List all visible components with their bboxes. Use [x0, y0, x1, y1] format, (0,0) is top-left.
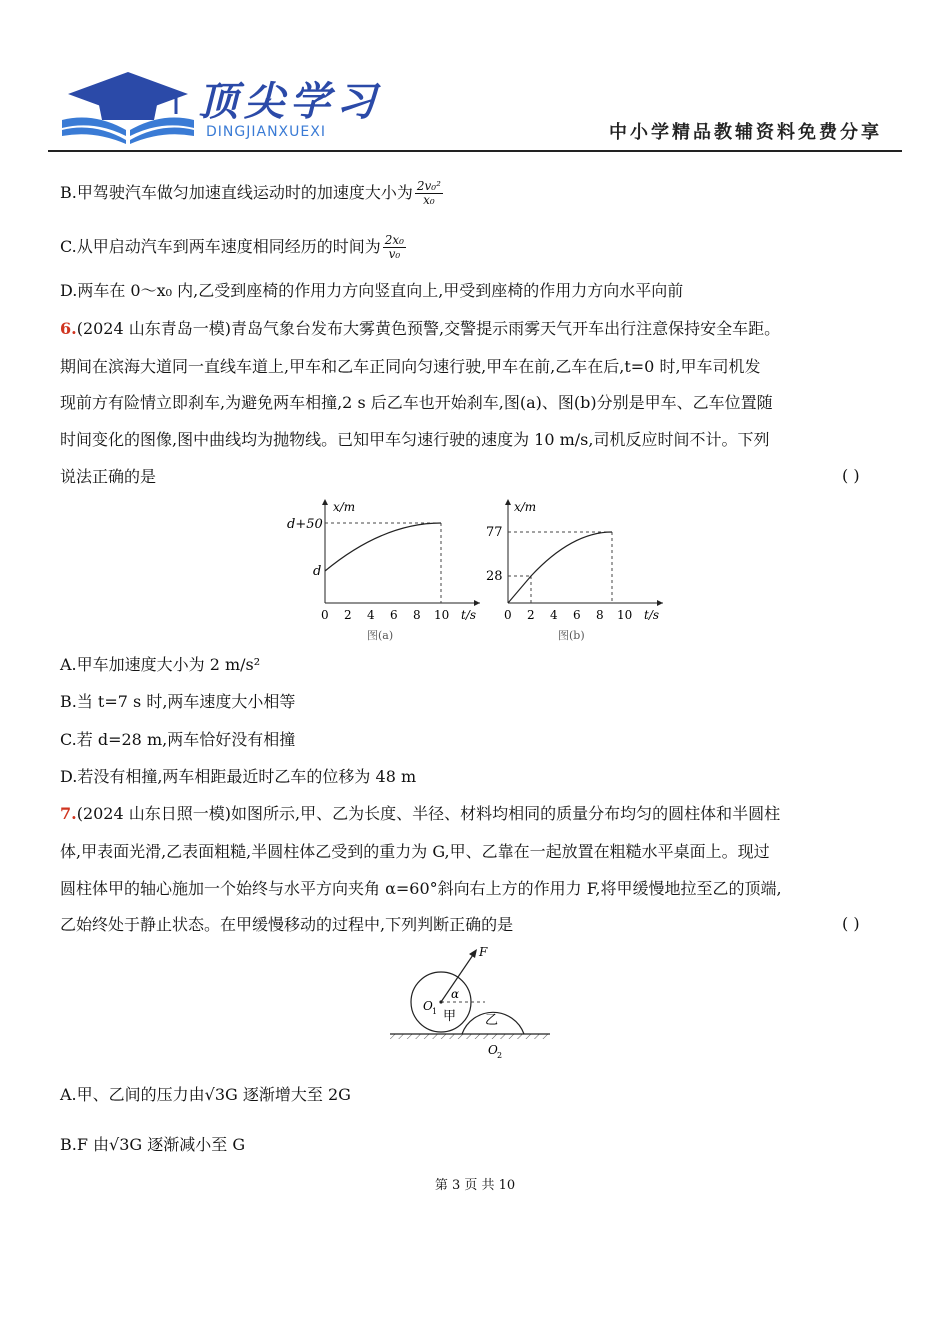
y-axis-label: x/m: [514, 500, 537, 514]
q7-option-a: A.甲、乙间的压力由√3G 逐渐增大至 2G: [60, 1085, 351, 1104]
cylinder-figure: [385, 942, 565, 1067]
x-tick-2: 2: [527, 608, 535, 622]
chart-a: [285, 495, 485, 645]
q7-line3: 圆柱体甲的轴心施加一个始终与水平方向夹角 α=60°斜向右上方的作用力 F,将甲缓慢地拉至乙的顶端,: [60, 879, 782, 898]
q6-line4: 时间变化的图像,图中曲线均为抛物线。已知甲车匀速行驶的速度为 10 m/s,司机反应时间不计。下列: [60, 430, 770, 449]
q7-line4: 乙始终处于静止状态。在甲缓慢移动的过程中,下列判断正确的是: [60, 915, 514, 934]
fraction-denominator: v₀: [388, 247, 401, 261]
x-tick-10: 10: [617, 608, 633, 622]
header-divider: [48, 150, 902, 152]
table-surface: [390, 1034, 550, 1039]
q7-line1: [60, 803, 780, 825]
yi-label: 乙: [485, 1013, 499, 1028]
y-tick-d50: d+50: [287, 517, 323, 532]
option-text: C.从甲启动汽车到两车速度相同经历的时间为: [60, 237, 381, 256]
o1-subscript: 1: [432, 1007, 438, 1016]
y-axis-label: x/m: [333, 500, 356, 514]
chart-b-caption: 图(b): [558, 629, 585, 642]
y-tick-d: d: [313, 564, 322, 579]
question-number: 6.: [60, 319, 77, 338]
chart-b: [478, 495, 678, 645]
x-tick-8: 8: [413, 608, 421, 622]
x-tick-2: 2: [344, 608, 352, 622]
q6-option-d: D.若没有相撞,两车相距最近时乙车的位移为 48 m: [60, 767, 417, 786]
q7-option-b: B.F 由√3G 逐渐减小至 G: [60, 1135, 246, 1154]
option-text: B.甲驾驶汽车做匀加速直线运动时的加速度大小为: [60, 183, 413, 202]
x-tick-0: 0: [321, 608, 329, 622]
chart-a-caption: 图(a): [367, 629, 394, 642]
option-c-prev: [60, 234, 406, 261]
o2-subscript: 2: [497, 1051, 503, 1060]
logo-subtitle: DINGJIANXUEXI: [206, 124, 326, 140]
answer-blank: ( ): [842, 914, 860, 933]
fraction-denominator: x₀: [423, 193, 435, 207]
fraction-numerator: 2x₀: [384, 233, 404, 247]
curve-b: [508, 532, 612, 603]
question-text: (2024 山东日照一模)如图所示,甲、乙为长度、半径、材料均相同的质量分布均匀的圆柱体和半圆柱: [76, 804, 781, 823]
x-axis-label: t/s: [461, 608, 477, 622]
page-header: [48, 56, 902, 152]
x-tick-10: 10: [434, 608, 450, 622]
logo-title: 顶尖学习: [198, 79, 382, 125]
o2-label: O: [488, 1043, 498, 1057]
jia-label: 甲: [443, 1009, 457, 1024]
question-number: 7.: [60, 804, 77, 823]
question-text: (2024 山东青岛一模)青岛气象台发布大雾黄色预警,交警提示雨雾天气开车出行注意保持安全车距。: [76, 319, 781, 338]
q6-option-a: A.甲车加速度大小为 2 m/s²: [60, 655, 261, 674]
fraction: [415, 180, 443, 207]
x-tick-4: 4: [550, 608, 558, 622]
x-axis-label: t/s: [644, 608, 660, 622]
axis-point-o1: [439, 1000, 442, 1003]
option-d-prev: D.两车在 0～x₀ 内,乙受到座椅的作用力方向竖直向上,甲受到座椅的作用力方向水平向前: [60, 281, 684, 300]
x-tick-0: 0: [504, 608, 512, 622]
header-tagline: 中小学精品教辅资料免费分享: [609, 122, 882, 143]
alpha-label: α: [451, 987, 460, 1001]
q6-line1: [60, 318, 780, 340]
force-label: F: [479, 945, 488, 959]
q6-option-b: B.当 t=7 s 时,两车速度大小相等: [60, 692, 296, 711]
option-b-prev: [60, 180, 443, 207]
page-footer: 第 3 页 共 10: [434, 1178, 516, 1193]
x-tick-4: 4: [367, 608, 375, 622]
fraction: [383, 234, 406, 261]
y-tick-77: 77: [486, 525, 503, 540]
x-tick-6: 6: [390, 608, 398, 622]
o1-label: O: [423, 999, 433, 1013]
x-tick-8: 8: [596, 608, 604, 622]
x-tick-6: 6: [573, 608, 581, 622]
curve-a: [325, 523, 441, 571]
q6-line2: 期间在滨海大道同一直线车道上,甲车和乙车正同向匀速行驶,甲车在前,乙车在后,t=0 时,甲车司机发: [60, 357, 761, 376]
q6-line3: 现前方有险情立即刹车,为避免两车相撞,2 s 后乙车也开始刹车,图(a)、图(b)分别是甲车、乙车位置随: [60, 393, 773, 412]
q6-option-c: C.若 d=28 m,两车恰好没有相撞: [60, 730, 296, 749]
y-tick-28: 28: [486, 569, 503, 584]
fraction-numerator: 2v₀²: [416, 179, 441, 193]
graduation-cap-book-icon: [58, 64, 198, 144]
answer-blank: ( ): [842, 466, 860, 485]
q6-line5: 说法正确的是: [60, 467, 157, 486]
q7-line2: 体,甲表面光滑,乙表面粗糙,半圆柱体乙受到的重力为 G,甲、乙靠在一起放置在粗糙水平桌面上。现过: [60, 842, 770, 861]
